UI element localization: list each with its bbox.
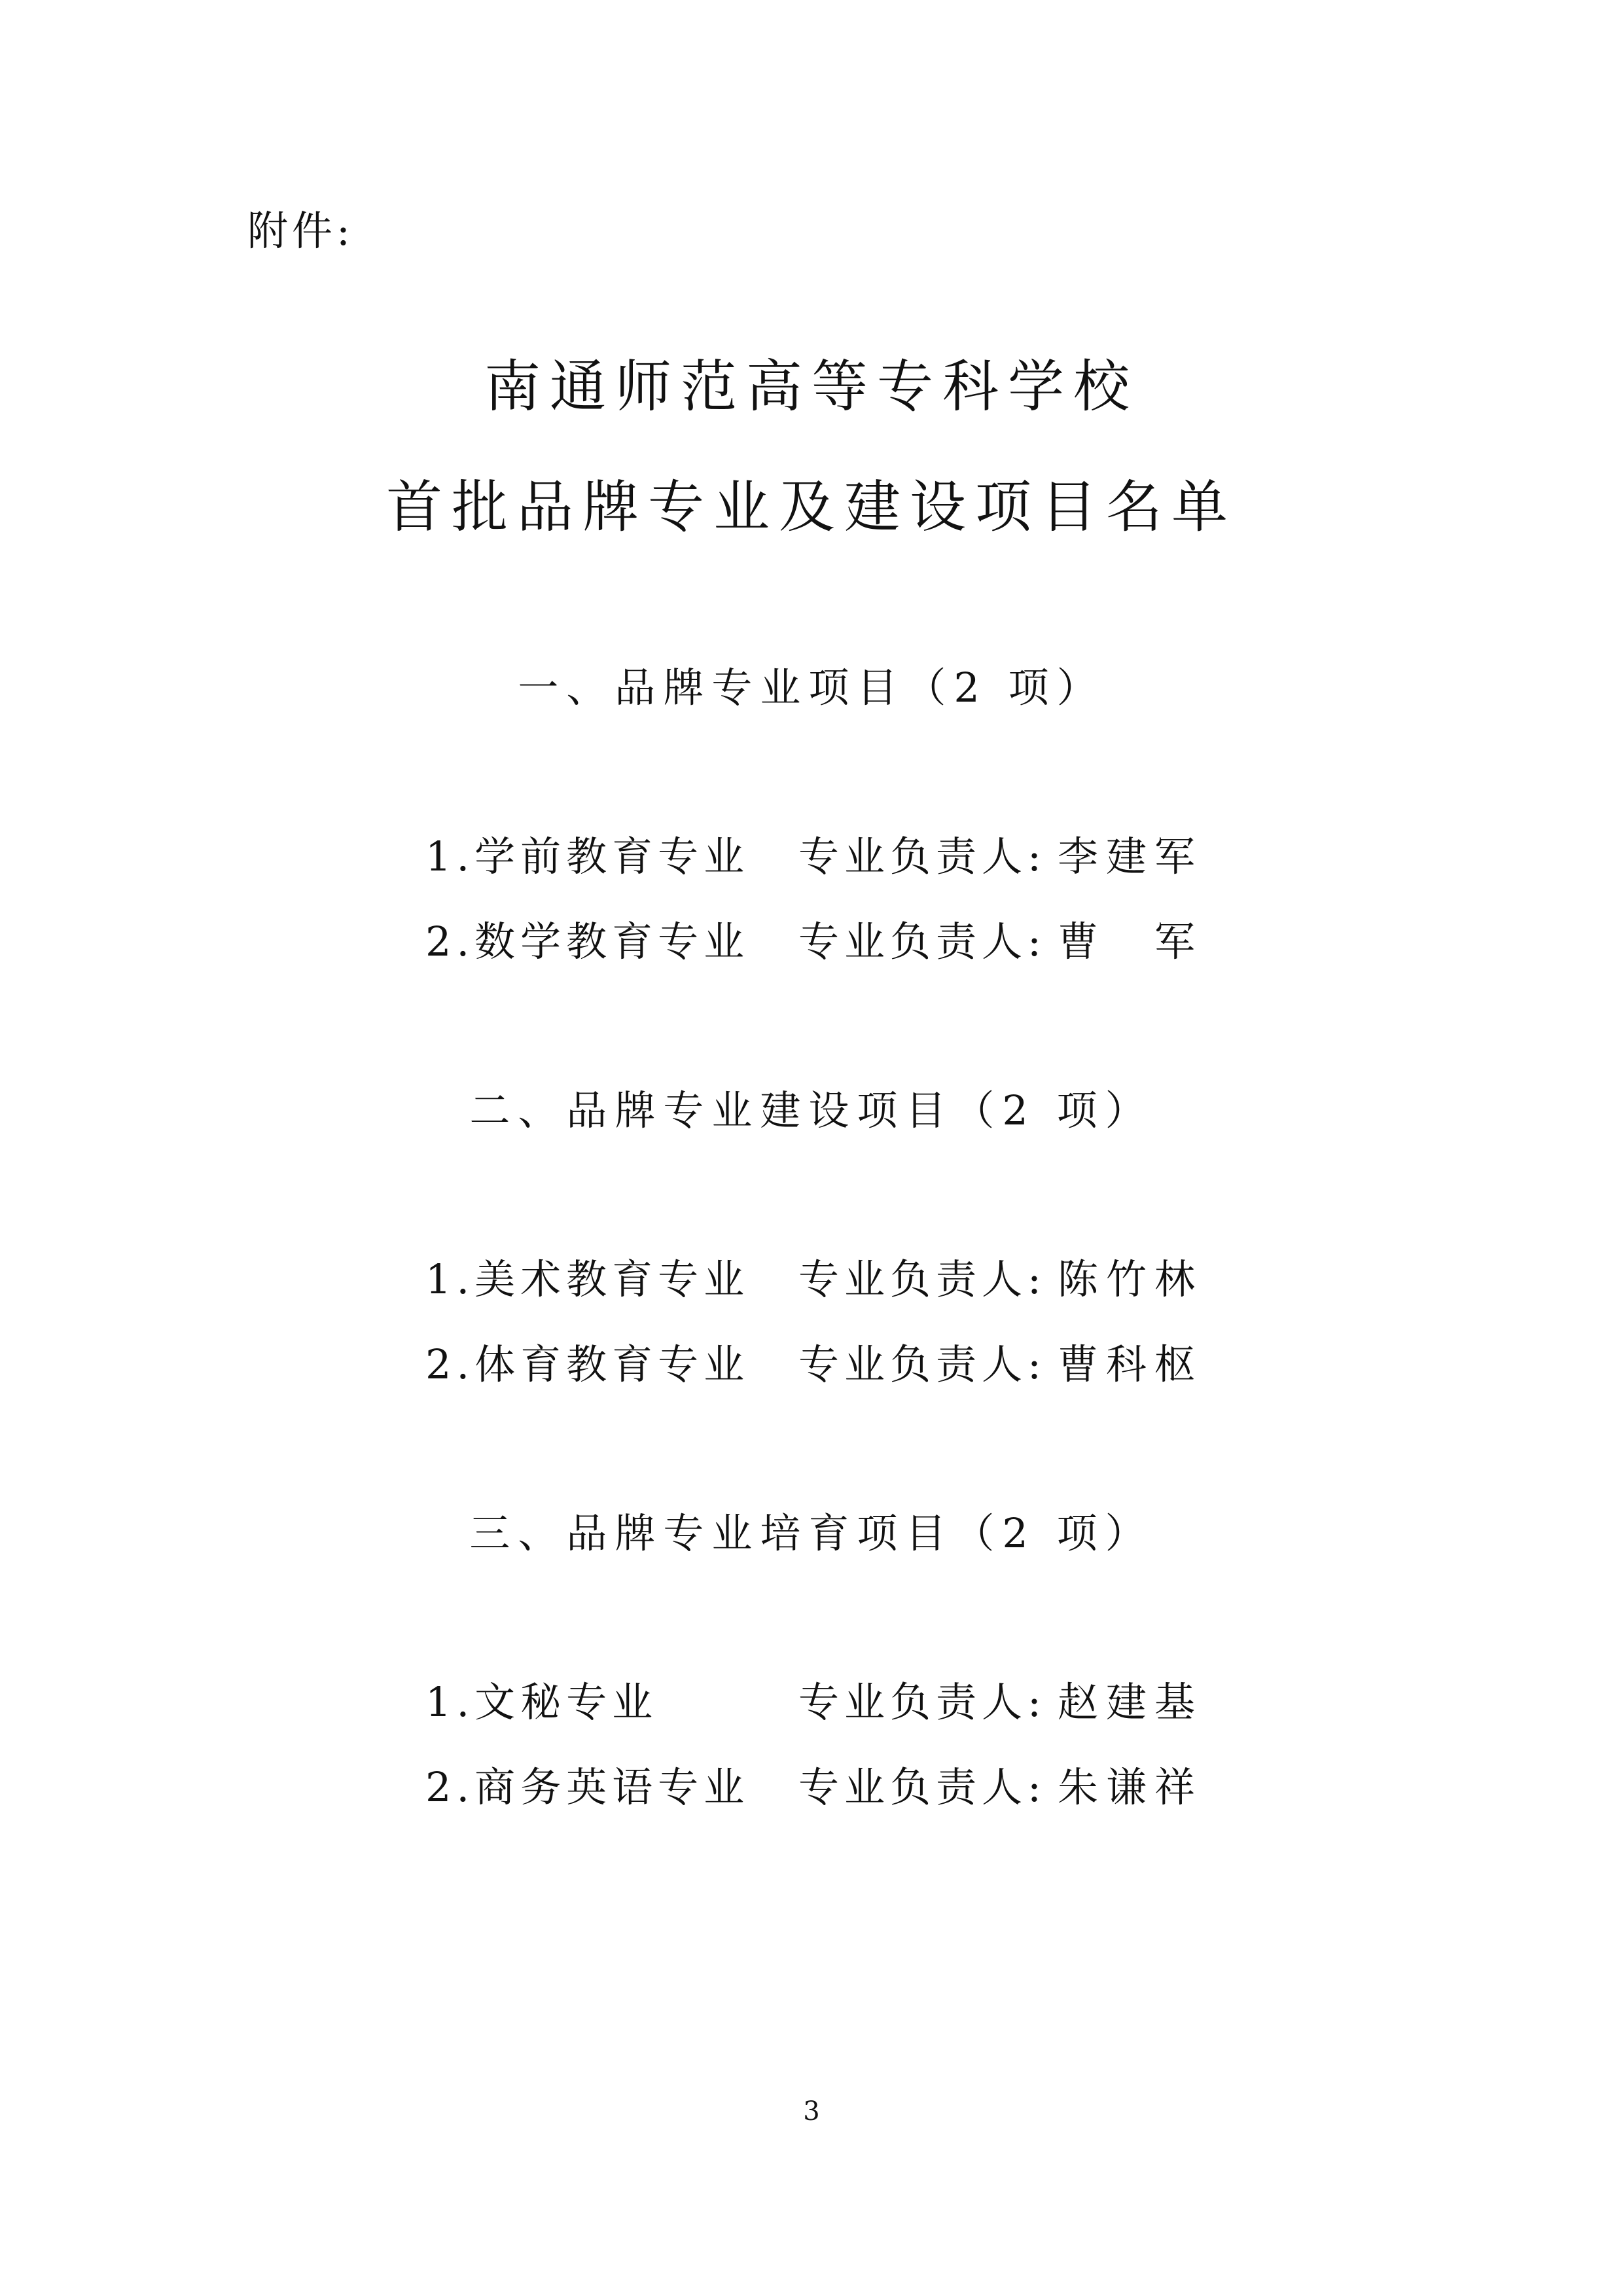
lead-label: 专业负责人: (798, 1763, 1046, 1811)
section-heading-brand-construction: 二、品牌专业建设项目（2 项） (469, 1086, 1154, 1134)
lead-name: 赵建基 (1058, 1678, 1204, 1726)
lead-name: 陈竹林 (1058, 1255, 1204, 1303)
list-item (425, 1340, 1211, 1390)
list-item (425, 833, 1211, 882)
major-name: 2.商务英语专业 (425, 1763, 750, 1811)
major-name: 2.数学教育专业 (425, 918, 750, 965)
lead-label: 专业负责人: (798, 1255, 1046, 1303)
major-name: 1.学前教育专业 (425, 833, 750, 880)
lead-name: 曹 军 (1058, 918, 1204, 965)
major-name: 1.美术教育专业 (425, 1255, 750, 1303)
section-heading-brand-cultivation: 三、品牌专业培育项目（2 项） (469, 1509, 1154, 1557)
major-name: 2.体育教育专业 (425, 1340, 750, 1388)
list-item (425, 1255, 1211, 1305)
document-title-line2: 首批品牌专业及建设项目名单 (386, 475, 1237, 540)
list-item (425, 1763, 1211, 1813)
page-number: 3 (803, 2096, 820, 2126)
major-name: 1.文秘专业 (425, 1678, 658, 1726)
document-title-line1: 南通师范高等专科学校 (484, 354, 1139, 420)
lead-label: 专业负责人: (798, 833, 1046, 880)
lead-label: 专业负责人: (798, 918, 1046, 965)
lead-name: 曹科枢 (1058, 1340, 1204, 1388)
list-item (425, 1678, 1211, 1728)
lead-label: 专业负责人: (798, 1678, 1046, 1726)
lead-name: 朱谦祥 (1058, 1763, 1204, 1811)
section-heading-brand-major: 一、品牌专业项目（2 项） (518, 664, 1105, 711)
attachment-label: 附件: (247, 207, 354, 255)
list-item (425, 918, 1211, 967)
lead-name: 李建军 (1058, 833, 1204, 880)
lead-label: 专业负责人: (798, 1340, 1046, 1388)
